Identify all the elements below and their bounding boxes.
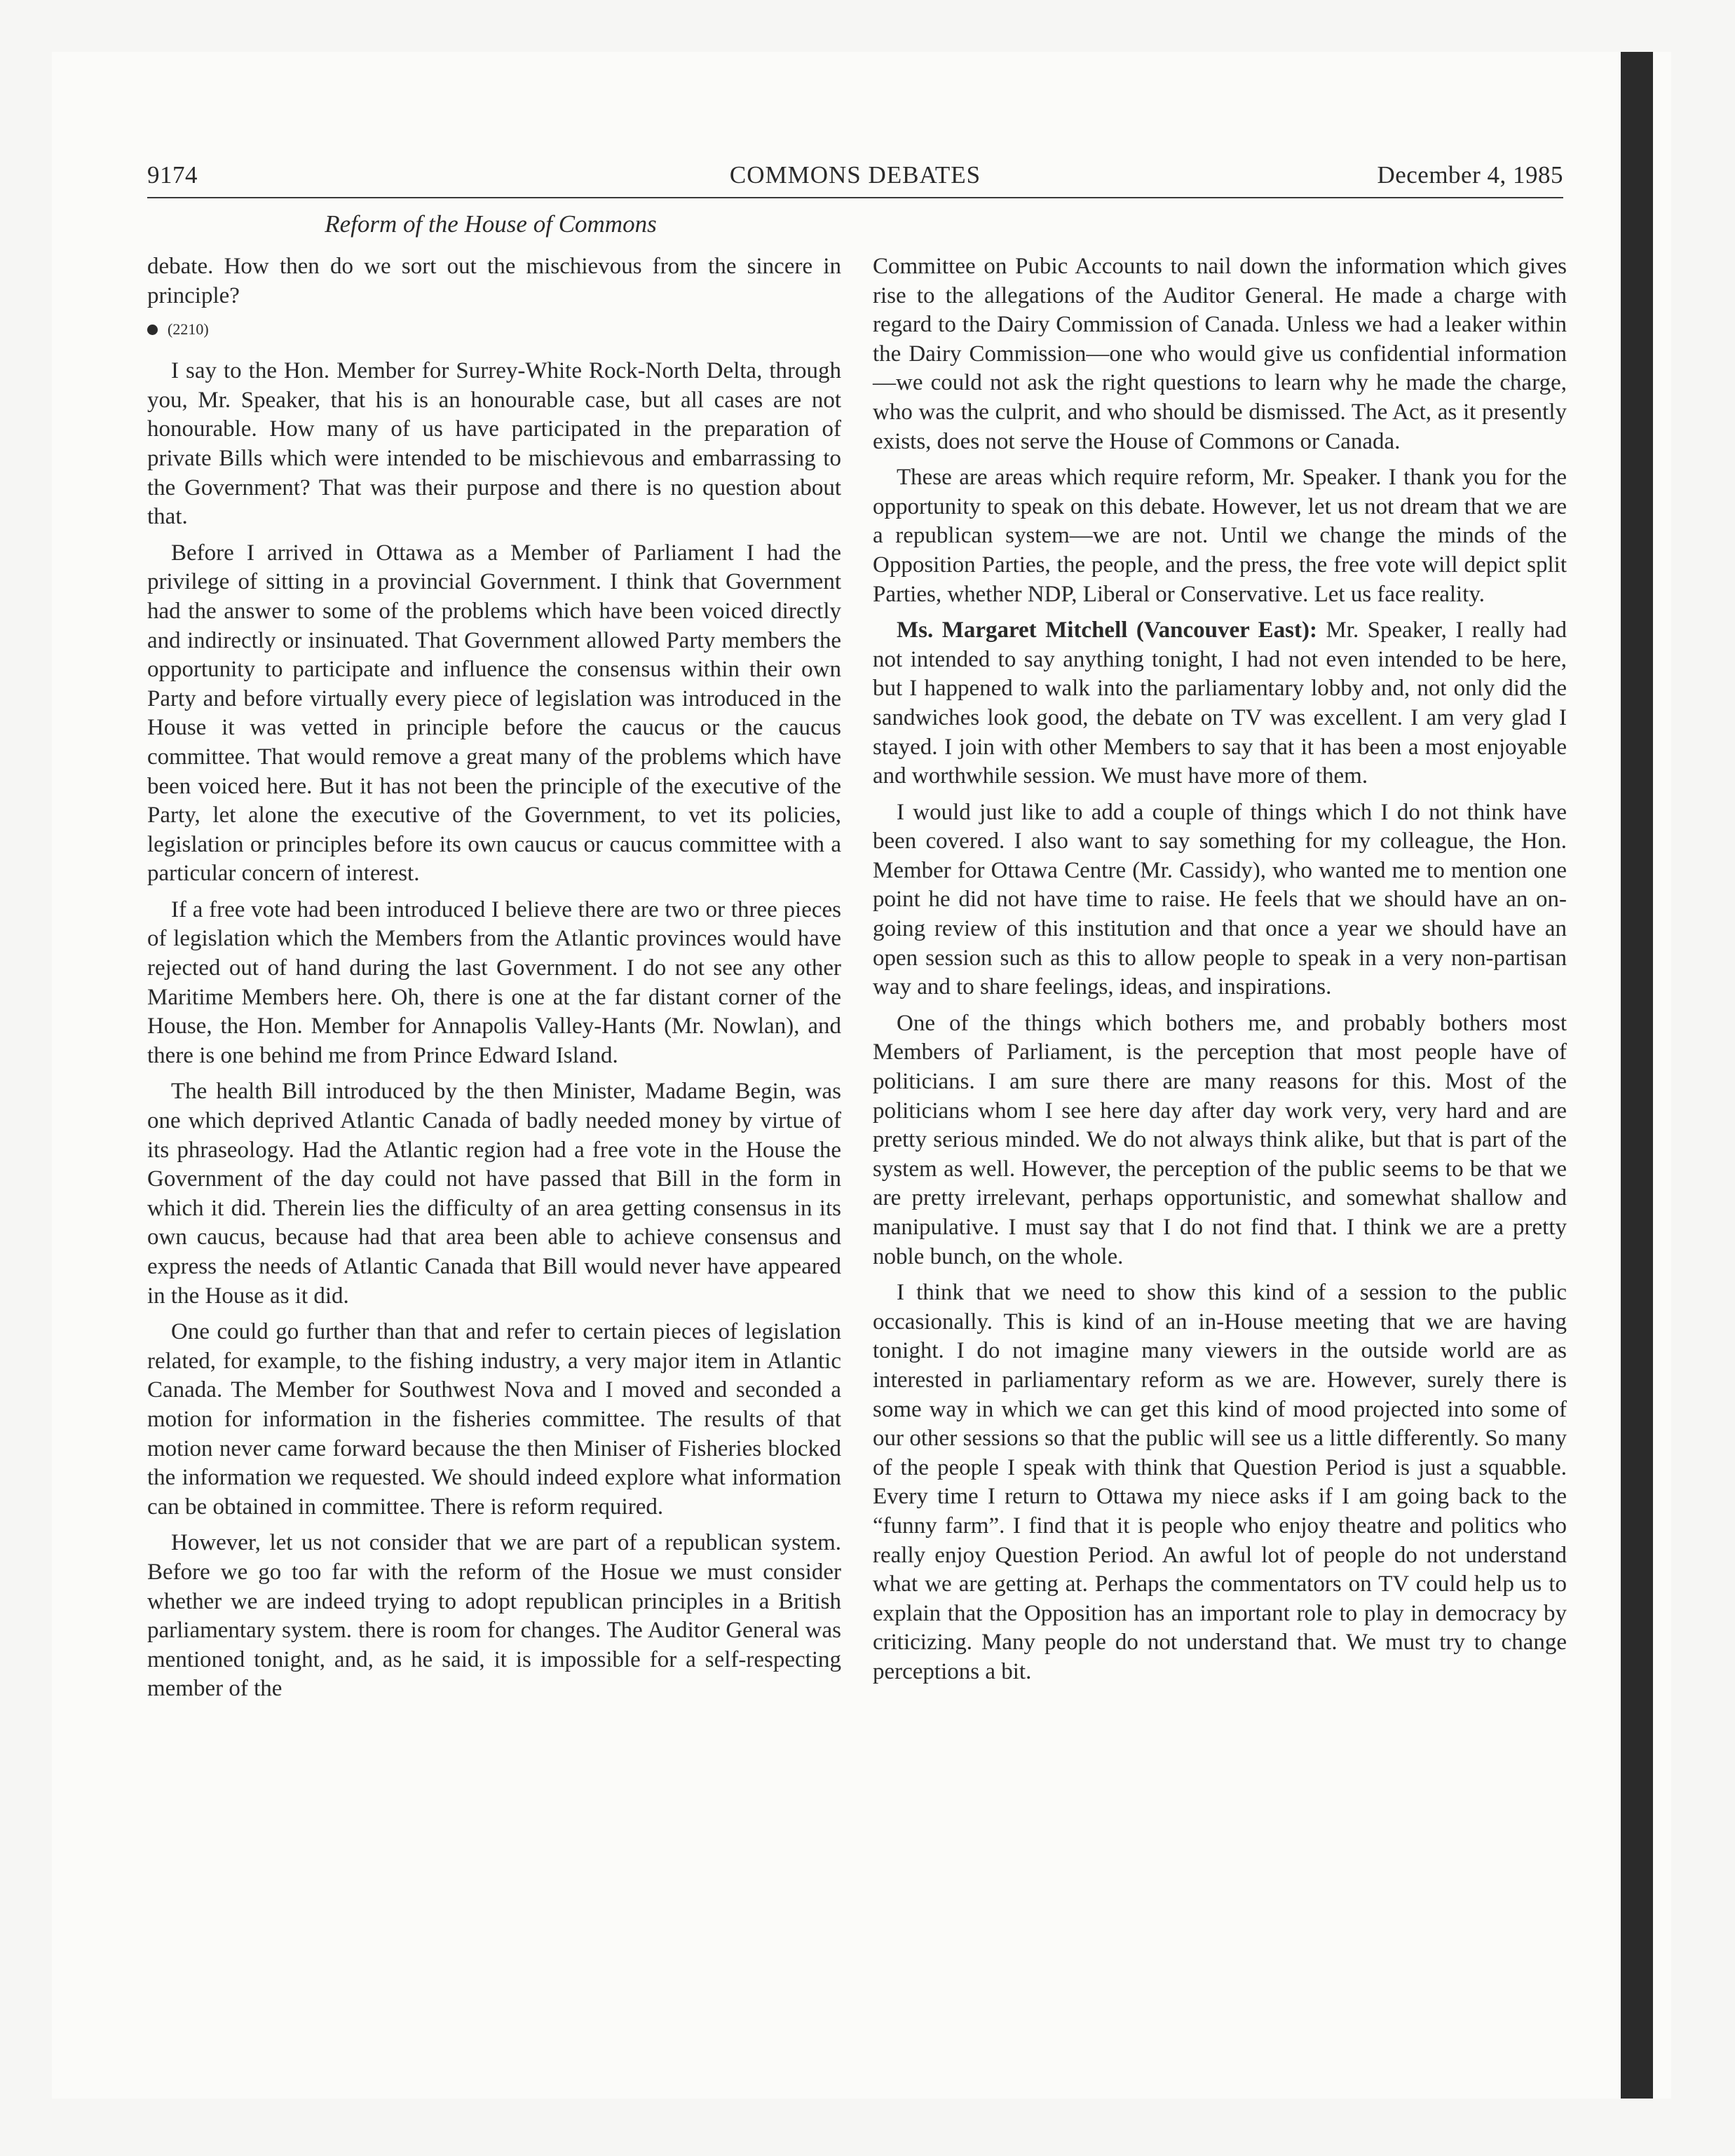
paragraph: These are areas which require reform, Mr. Speaker. I thank you for the opportunity to speak on this debate. However, let us not dream that we are a republican system—we are not. Until we change the minds of the Opposition Parties, the people, and the press, the free vote will depict split Parties, whether NDP, Liberal or Conservative. Let us face reality.	[873, 465, 1567, 607]
paragraph: The health Bill introduced by the then Minister, Madame Begin, was one which deprived Atlantic Canada of badly needed money by virtue of its phraseology. Had the Atlantic region had a free vote in the House the Government of the day could not have passed that Bill in the form in which it did. Therein lies the difficulty of an area getting consensus in its own caucus, because had that area been able to achieve consensus and express the needs of Atlantic Canada that Bill would never have appeared in the House as it did.	[147, 1079, 841, 1309]
bullet-icon	[147, 325, 158, 335]
paragraph: If a free vote had been introduced I believe there are two or three pieces of legislation which the Members from the Atlantic provinces would have rejected out of hand during the last Government. I do not see any other Maritime Members here. Oh, there is one at the far distant corner of the House, the Hon. Member for Annapolis Valley-Hants (Mr. Nowlan), and there is one behind me from Prince Edward Island.	[147, 896, 841, 1068]
right-column	[873, 252, 1567, 1694]
time-marker	[147, 319, 841, 340]
speaker-paragraph	[873, 616, 1567, 791]
page-header	[147, 161, 1563, 198]
paragraph: debate. How then do we sort out the mischievous from the sincere in principle?	[147, 254, 841, 308]
paragraph: However, let us not consider that we are part of a republican system. Before we go too far with the reform of the Hosue we must consider whether we are indeed trying to adopt republican principles in a British parliamentary system. there is room for changes. The Auditor General was mentioned tonight, and, as he said, it is impossible for a self-respecting member of the	[147, 1530, 841, 1702]
paragraph: Committee on Pubic Accounts to nail down the information which gives rise to the allegations of the Auditor General. He made a charge with regard to the Dairy Commission of Canada. Unless we had a leaker within the Dairy Commission—one who would give us confidential information—we could not ask the right questions to learn why he made the charge, who was the culprit, and who should be dismissed. The Act, as it presently exists, does not serve the House of Commons or Canada.	[873, 254, 1567, 454]
page-date: December 4, 1985	[1377, 161, 1563, 189]
header-rule	[147, 197, 1563, 198]
paragraph: One could go further than that and refer to certain pieces of legislation related, for example, to the fishing industry, a very major item in Atlantic Canada. The Member for Southwest Nova and I moved and seconded a motion for information in the fisheries committee. The results of that motion never came forward because the then Miniser of Fisheries blocked the information we requested. We should indeed explore what information can be obtained in committee. There is reform required.	[147, 1319, 841, 1520]
section-subheading: Reform of the House of Commons	[325, 210, 657, 238]
left-column	[147, 252, 841, 1711]
paragraph: Before I arrived in Ottawa as a Member of Parliament I had the privilege of sitting in a provincial Government. I think that Government had the answer to some of the problems which have been voiced directly and indirectly or insinuated. That Government allowed Party members the opportunity to participate and influence the consensus within their own Party and before virtually every piece of legislation was introduced in the House it was vetted in principle before the caucus or the caucus committee. That would remove a great many of the problems which have been voiced here. But it has not been the principle of the executive of the Party, let alone the executive of the Government, to vet its policies, legislation or principles before its own caucus or caucus committee with a particular concern of interest.	[147, 540, 841, 887]
paragraph: I say to the Hon. Member for Surrey-White Rock-North Delta, through you, Mr. Speaker, that his is an honourable case, but all cases are not honourable. How many of us have participated in the preparation of private Bills which were intended to be mischievous and embarrassing to the Government? That was their purpose and there is no question about that.	[147, 358, 841, 530]
scan-edge-bar	[1621, 52, 1653, 2099]
paragraph: I think that we need to show this kind of a session to the public occasionally. This is kind of an in-House meeting that we are having tonight. I do not imagine many viewers in the outside world are as interested in parliamentary reform as we are. However, surely there is some way in which we can get this kind of mood projected into some of our other sessions so that the public will see us a little differently. So many of the people I speak with think that Question Period is just a squabble. Every time I return to Ottawa my niece asks if I am going back to the “funny farm”. I find that it is people who enjoy theatre and politics who really enjoy Question Period. An awful lot of people do not understand what we are getting at. Perhaps the commentators on TV could help us to explain that the Opposition has an important role to play in democracy by criticizing. Many people do not understand that. We must try to change perceptions a bit.	[873, 1280, 1567, 1684]
paragraph: I would just like to add a couple of things which I do not think have been covered. I also want to say something for my colleague, the Hon. Member for Ottawa Centre (Mr. Cassidy), who wanted me to mention one point he did not have time to raise. He feels that we should have an on-going review of this institution and that once a year we should have an open session such as this to allow people to speak in a very non-partisan way and to share feelings, ideas, and inspirations.	[873, 799, 1567, 1000]
paragraph: One of the things which bothers me, and probably bothers most Members of Parliament, is the perception that most people have of politicians. I am sure there are many reasons for this. Most of the politicians whom I see here day after day work very, very hard and are pretty serious minded. We do not always think alike, but that is part of the system as well. However, the perception of the public seems to be that we are pretty irrelevant, perhaps opportunistic, and somewhat shallow and manipulative. I must say that I do not find that. I think we are a pretty noble bunch, on the whole.	[873, 1010, 1567, 1269]
time-marker-label: (2210)	[168, 320, 209, 339]
speaker-name: Ms. Margaret Mitchell (Vancouver East):	[897, 618, 1317, 643]
page-number: 9174	[147, 161, 198, 189]
speech-text: Mr. Speaker, I really had not intended to say anything tonight, I had not even intended to be here, but I happened to walk into the parliamentary lobby and, not only did the sandwiches look good, the debate on TV was excellent. I am very glad I stayed. I join with other Members to say that it has been a most enjoyable and worthwhile session. We must have more of them.	[873, 618, 1567, 789]
publication-title: COMMONS DEBATES	[729, 161, 981, 189]
